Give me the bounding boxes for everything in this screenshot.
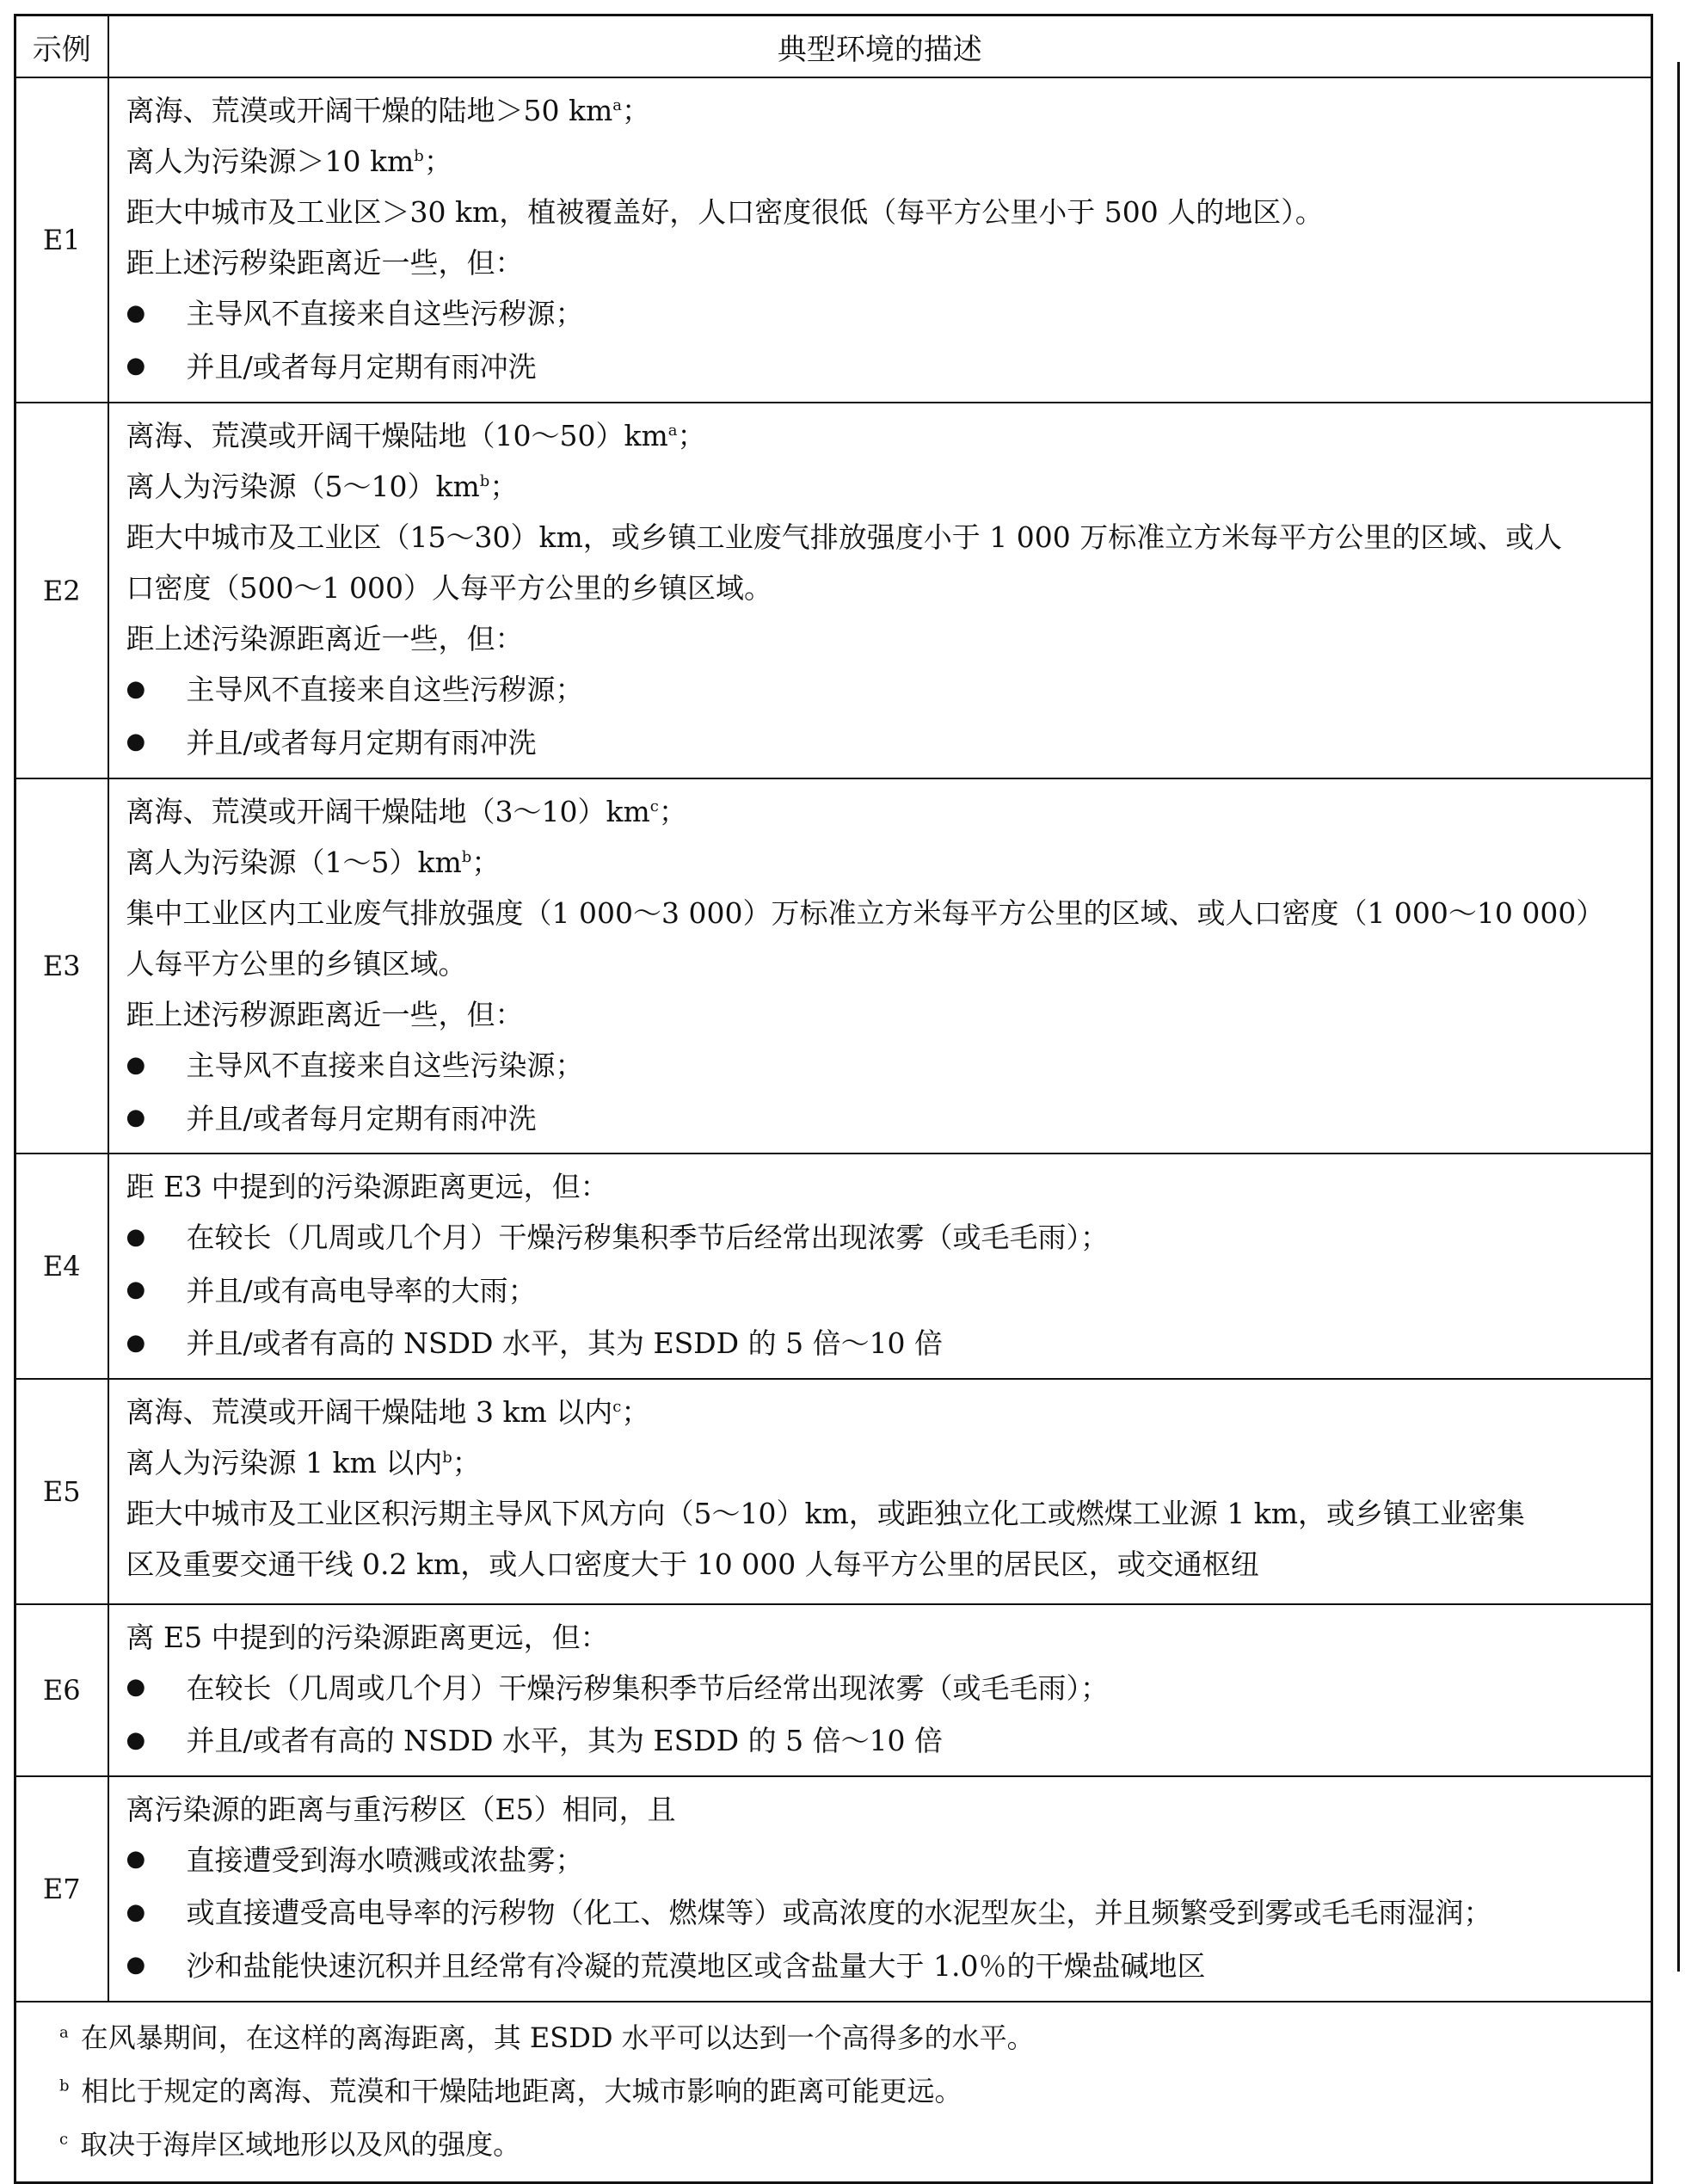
- line-text: 人每平方公里的乡镇区域。: [126, 947, 467, 981]
- description-line: [126, 938, 1643, 989]
- description-line: [126, 1663, 1643, 1716]
- description-cell: [108, 1776, 1652, 2002]
- line-text: 或直接遭受高电导率的污秽物（化工、燃煤等）或高浓度的水泥型灰尘，并且频繁受到雾或毛毛雨湿润；: [186, 1896, 1492, 1929]
- footnote-mark: a: [59, 2022, 69, 2041]
- line-text: 距大中城市及工业区＞30 km，植被覆盖好，人口密度很低（每平方公里小于 500 人的地区）。: [126, 195, 1324, 229]
- line-text: 直接遭受到海水喷溅或浓盐雾；: [186, 1843, 584, 1877]
- line-text: 距大中城市及工业区（15～30）km，或乡镇工业废气排放强度小于 1 000 万标准立方米每平方公里的区域、或人: [126, 520, 1563, 554]
- line-text: 离人为污染源 1 km 以内: [126, 1445, 443, 1480]
- bullet-dot-icon: ●: [126, 1898, 146, 1925]
- example-id: E6: [15, 1604, 108, 1776]
- description-line: [126, 1835, 1643, 1888]
- description-line: [126, 1784, 1643, 1835]
- description-line: [126, 989, 1643, 1040]
- bullet-dot-icon: ●: [126, 1223, 146, 1250]
- line-text: 离人为污染源（5～10）km: [126, 470, 480, 503]
- bullet-dot-icon: ●: [126, 299, 146, 326]
- footnote-ref: b: [479, 472, 490, 490]
- example-id: E7: [15, 1776, 108, 2002]
- description-cell: [108, 1379, 1652, 1604]
- description-line: [126, 1040, 1643, 1093]
- description-line: [126, 237, 1643, 288]
- footnote-text: 在风暴期间，在这样的离海距离，其 ESDD 水平可以达到一个高得多的水平。: [80, 2021, 1035, 2054]
- line-text: 在较长（几周或几个月）干燥污秽集积季节后经常出现浓雾（或毛毛雨）；: [186, 1670, 1109, 1705]
- description-cell: [108, 77, 1652, 403]
- bullet-dot-icon: ●: [126, 729, 146, 754]
- footnote-ref: b: [461, 848, 472, 866]
- line-text: 口密度（500～1 000）人每平方公里的乡镇区域。: [126, 571, 772, 605]
- bullet-dot-icon: ●: [126, 675, 146, 702]
- line-text: 沙和盐能快速沉积并且经常有冷凝的荒漠地区或含盐量大于 1.0％的干燥盐碱地区: [186, 1948, 1206, 1983]
- description-line: [126, 1093, 1643, 1147]
- line-text: 并且/或者每月定期有雨冲洗: [186, 1101, 537, 1135]
- line-tail: ；: [423, 145, 452, 178]
- description-line: [126, 1715, 1643, 1769]
- description-line: [126, 1887, 1643, 1941]
- page-margin-line: [1677, 62, 1680, 1972]
- description-cell: [108, 1154, 1652, 1379]
- footnote-text: 取决于海岸区域地形以及风的强度。: [80, 2127, 521, 2161]
- description-line: [126, 613, 1643, 664]
- description-line: [126, 187, 1643, 237]
- line-text: 主导风不直接来自这些污染源；: [186, 1049, 584, 1082]
- line-text: 并且/或者有高的 NSDD 水平，其为 ESDD 的 5 倍～10 倍: [186, 1326, 944, 1360]
- table-row: [15, 1379, 1652, 1604]
- footnote-ref: a: [667, 421, 678, 440]
- description-line: [126, 410, 1643, 461]
- description-line: [126, 1539, 1643, 1590]
- footnote: [59, 2011, 1642, 2064]
- example-id: E5: [15, 1379, 108, 1604]
- example-id: E1: [15, 77, 108, 403]
- header-description: 典型环境的描述: [108, 15, 1652, 78]
- line-text: 距上述污染源距离近一些，但：: [126, 622, 524, 655]
- line-text: 区及重要交通干线 0.2 km，或人口密度大于 10 000 人每平方公里的居民区，或交通枢纽: [126, 1547, 1259, 1581]
- line-tail: ；: [452, 1445, 481, 1480]
- description-line: [126, 512, 1643, 563]
- line-text: 并且/或有高电导率的大雨；: [186, 1273, 537, 1307]
- example-id: E4: [15, 1154, 108, 1379]
- description-line: [126, 717, 1643, 771]
- footnote: [59, 2118, 1642, 2171]
- example-id: E3: [15, 778, 108, 1154]
- line-tail: ；: [622, 94, 651, 127]
- line-text: 离人为污染源（1～5）km: [126, 846, 462, 879]
- footnote: [59, 2064, 1642, 2118]
- line-text: 离人为污染源＞10 km: [126, 145, 415, 178]
- description-line: [126, 288, 1643, 341]
- header-row: [15, 15, 1652, 78]
- description-line: [126, 1612, 1643, 1663]
- line-text: 离海、荒漠或开阔干燥陆地 3 km 以内: [126, 1394, 613, 1429]
- description-line: [126, 888, 1643, 938]
- line-text: 集中工业区内工业废气排放强度（1 000～3 000）万标准立方米每平方公里的区域、或人口密度（1 000～10 000）: [126, 896, 1605, 930]
- footnote-ref: c: [612, 1397, 622, 1416]
- line-text: 距大中城市及工业区积污期主导风下风方向（5～10）km，或距独立化工或燃煤工业源 1 km，或乡镇工业密集: [126, 1496, 1526, 1530]
- table-row: [15, 778, 1652, 1154]
- footnote-mark: c: [59, 2129, 69, 2148]
- description-line: [126, 461, 1643, 512]
- footnote-mark: b: [59, 2076, 70, 2095]
- line-tail: ；: [658, 795, 687, 828]
- footnote-text: 相比于规定的离海、荒漠和干燥陆地距离，大城市影响的距离可能更远。: [81, 2074, 962, 2107]
- line-text: 并且/或者每月定期有雨冲洗: [186, 725, 537, 760]
- bullet-dot-icon: ●: [126, 1329, 146, 1356]
- line-tail: ；: [471, 846, 501, 879]
- table-row: [15, 403, 1652, 778]
- footnotes-cell: [15, 2002, 1652, 2183]
- bullet-dot-icon: ●: [126, 1952, 146, 1978]
- table-row: [15, 1604, 1652, 1776]
- description-line: [126, 1488, 1643, 1539]
- footnote-ref: b: [414, 147, 424, 165]
- line-text: 距上述污秽源距离近一些，但：: [126, 998, 524, 1031]
- line-text: 在较长（几周或几个月）干燥污秽集积季节后经常出现浓雾（或毛毛雨）；: [186, 1221, 1109, 1254]
- line-text: 离海、荒漠或开阔干燥的陆地＞50 km: [126, 94, 613, 127]
- line-text: 并且/或者每月定期有雨冲洗: [186, 349, 537, 384]
- description-cell: [108, 778, 1652, 1154]
- description-line: [126, 563, 1643, 613]
- description-line: [126, 1212, 1643, 1265]
- bullet-dot-icon: ●: [126, 1846, 146, 1872]
- footnote-ref: c: [649, 797, 659, 815]
- description-line: [126, 1265, 1643, 1319]
- line-tail: ；: [677, 419, 706, 452]
- line-text: 距 E3 中提到的污染源距离更远，但：: [126, 1170, 609, 1203]
- footnote-ref: b: [442, 1448, 452, 1467]
- description-line: [126, 1387, 1643, 1437]
- description-line: [126, 837, 1643, 888]
- line-text: 离污染源的距离与重污秽区（E5）相同，且: [126, 1792, 676, 1826]
- environment-table: [14, 14, 1653, 2184]
- description-line: [126, 1437, 1643, 1488]
- footnote-row: [15, 2002, 1652, 2183]
- footnote-ref: a: [612, 96, 623, 114]
- description-line: [126, 664, 1643, 717]
- description-line: [126, 136, 1643, 187]
- description-cell: [108, 403, 1652, 778]
- line-text: 主导风不直接来自这些污秽源；: [186, 297, 584, 330]
- line-text: 离海、荒漠或开阔干燥陆地（10～50）km: [126, 419, 668, 452]
- bullet-dot-icon: ●: [126, 1051, 146, 1078]
- line-text: 并且/或者有高的 NSDD 水平，其为 ESDD 的 5 倍～10 倍: [186, 1724, 944, 1757]
- bullet-dot-icon: ●: [126, 1674, 146, 1700]
- line-tail: ；: [621, 1394, 650, 1429]
- description-cell: [108, 1604, 1652, 1776]
- description-line: [126, 85, 1643, 136]
- description-line: [126, 786, 1643, 837]
- line-text: 主导风不直接来自这些污秽源；: [186, 673, 584, 706]
- bullet-dot-icon: ●: [126, 353, 146, 378]
- line-text: 离海、荒漠或开阔干燥陆地（3～10）km: [126, 795, 650, 828]
- table-row: [15, 1154, 1652, 1379]
- bullet-dot-icon: ●: [126, 1277, 146, 1302]
- description-line: [126, 1161, 1643, 1212]
- description-line: [126, 1318, 1643, 1371]
- table-row: [15, 1776, 1652, 2002]
- header-example: 示例: [15, 15, 108, 78]
- example-id: E2: [15, 403, 108, 778]
- line-text: 距上述污秽染距离近一些，但：: [126, 246, 524, 280]
- line-tail: ；: [489, 470, 519, 503]
- table-row: [15, 77, 1652, 403]
- bullet-dot-icon: ●: [126, 1104, 146, 1130]
- description-line: [126, 1941, 1643, 1994]
- line-text: 离 E5 中提到的污染源距离更远，但：: [126, 1620, 609, 1654]
- description-line: [126, 341, 1643, 395]
- bullet-dot-icon: ●: [126, 1726, 146, 1753]
